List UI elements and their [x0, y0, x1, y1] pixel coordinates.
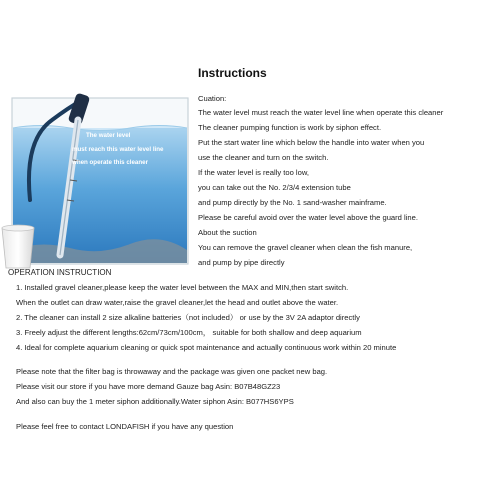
operation-heading: OPERATION INSTRUCTION — [8, 268, 112, 277]
caution-line: Please be careful avoid over the water level above the guard line. — [198, 213, 418, 222]
note-line: And also can buy the 1 meter siphon additionally.Water siphon Asin: B077HS6YPS — [16, 397, 294, 406]
aquarium-cleaner-illustration — [0, 80, 195, 270]
overlay-line-1: The water level — [86, 132, 131, 139]
operation-line: 1. Installed gravel cleaner,please keep the water level between the MAX and MIN,then start switch. — [16, 283, 349, 292]
caution-line: use the cleaner and turn on the switch. — [198, 153, 329, 162]
operation-line: 2. The cleaner can install 2 size alkaline batteries（not included） or use by the 3V 2A adaptor directly — [16, 313, 360, 322]
caution-heading: Cuation: — [198, 94, 227, 103]
caution-line: The cleaner pumping function is work by siphon effect. — [198, 123, 382, 132]
operation-line: 4. Ideal for complete aquarium cleaning or quick spot maintenance and actually continuous work within 20 minute — [16, 343, 397, 352]
caution-line: Put the start water line which below the handle into water when you — [198, 138, 425, 147]
caution-line: and pump by pipe directly — [198, 258, 285, 267]
overlay-line-2: must reach this water level line — [72, 146, 164, 153]
note-line: Please visit our store if you have more demand Gauze bag Asin: B07B48GZ23 — [16, 382, 281, 391]
caution-line: If the water level is really too low, — [198, 168, 310, 177]
collection-cup — [2, 228, 34, 268]
operation-line: 3. Freely adjust the different lengths:62cm/73cm/100cm， suitable for both shallow and deep aquarium — [16, 328, 362, 337]
operation-line: When the outlet can draw water,raise the gravel cleaner,let the head and outlet above the water. — [16, 298, 339, 307]
caution-line: and pump directly by the No. 1 sand-washer mainframe. — [198, 198, 387, 207]
caution-line: About the suction — [198, 228, 257, 237]
instructions-title: Instructions — [198, 66, 267, 80]
caution-line: The water level must reach the water level line when operate this cleaner — [198, 108, 444, 117]
note-line: Please note that the filter bag is throwaway and the package was given one packet new bag. — [16, 367, 328, 376]
contact-line: Please feel free to contact LONDAFISH if you have any question — [16, 422, 234, 431]
overlay-line-3: when operate this cleaner — [72, 159, 148, 166]
caution-line: you can take out the No. 2/3/4 extension tube — [198, 183, 351, 192]
caution-line: You can remove the gravel cleaner when clean the fish manure, — [198, 243, 413, 252]
